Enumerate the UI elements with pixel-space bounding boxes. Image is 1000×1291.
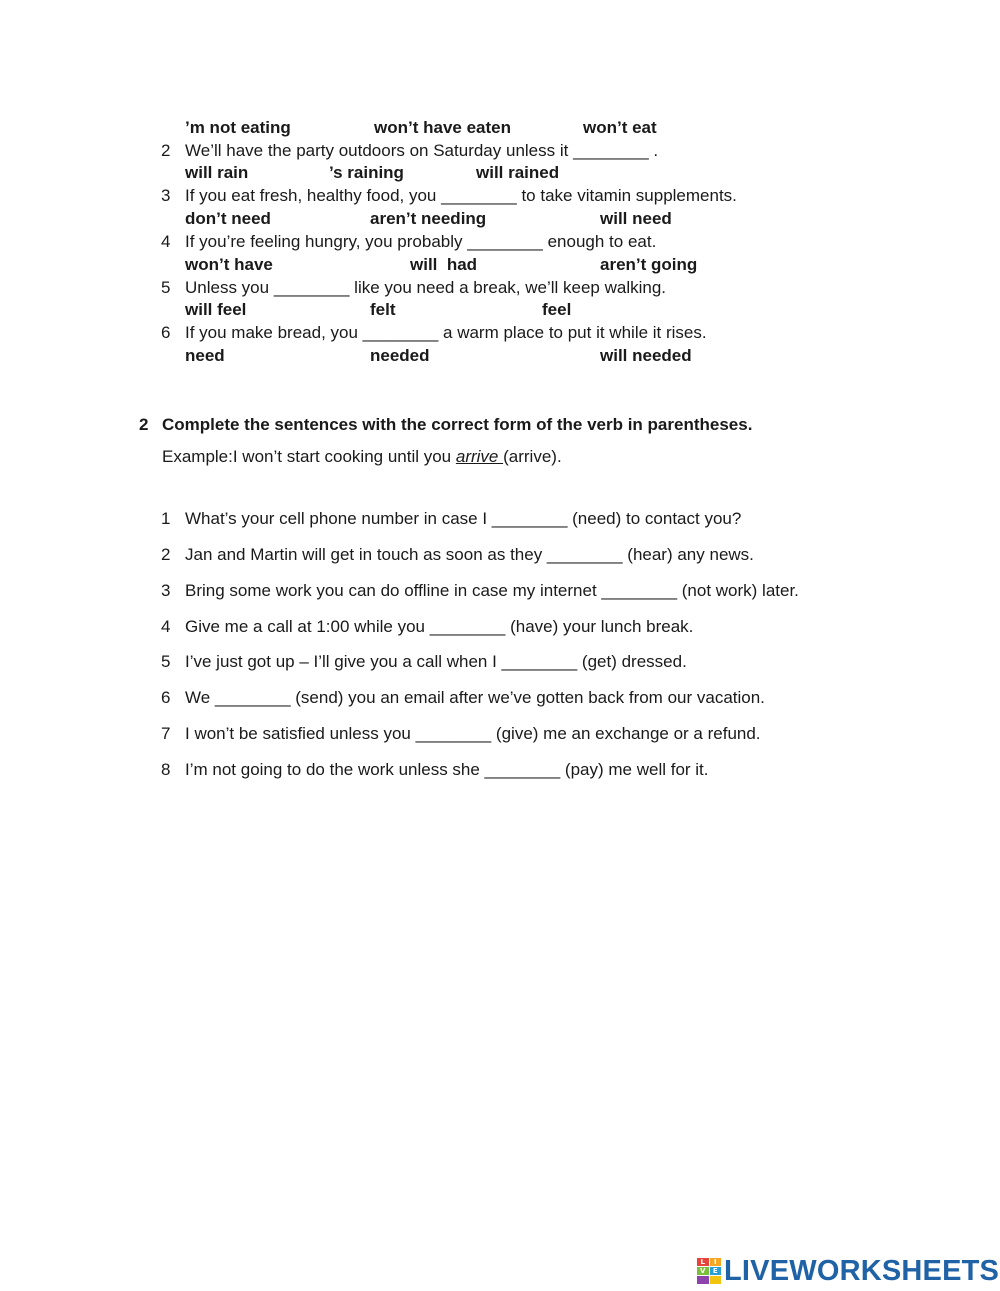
logo-mark-block [710, 1276, 722, 1284]
option[interactable]: aren’t going [600, 255, 698, 274]
logo-text: LIVEWORKSHEETS [724, 1254, 1000, 1287]
option[interactable]: need [185, 346, 225, 365]
item-sentence[interactable]: Bring some work you can do offline in case my internet ________ (not work) later. [185, 581, 799, 600]
item-number: 3 [161, 186, 171, 205]
option[interactable]: felt [370, 300, 396, 319]
option[interactable]: won’t eat [583, 118, 657, 137]
option[interactable]: won’t have eaten [374, 118, 511, 137]
logo-mark-letter: L [697, 1258, 709, 1266]
item-number: 2 [161, 141, 171, 160]
item-number: 6 [161, 323, 171, 342]
option[interactable]: ’s raining [329, 163, 404, 182]
item-sentence: If you’re feeling hungry, you probably ________ enough to eat. [185, 232, 657, 251]
option[interactable]: will rain [185, 163, 249, 182]
option[interactable]: needed [370, 346, 430, 365]
item-sentence[interactable]: I’m not going to do the work unless she ________ (pay) me well for it. [185, 760, 709, 779]
section-instruction: Complete the sentences with the correct form of the verb in parentheses. [162, 415, 753, 434]
item-number: 5 [161, 652, 171, 671]
section-number: 2 [139, 415, 149, 434]
item-number: 8 [161, 760, 171, 779]
option[interactable]: will had [410, 255, 478, 274]
item-sentence[interactable]: Jan and Martin will get in touch as soon as they ________ (hear) any news. [185, 545, 754, 564]
item-sentence: If you make bread, you ________ a warm place to put it while it rises. [185, 323, 707, 342]
option[interactable]: will rained [476, 163, 560, 182]
logo-mark-letter: E [710, 1267, 722, 1275]
item-sentence: If you eat fresh, healthy food, you ________ to take vitamin supplements. [185, 186, 737, 205]
item-number: 3 [161, 581, 171, 600]
item-number: 2 [161, 545, 171, 564]
logo-mark-letter: I [710, 1258, 722, 1266]
logo-mark-icon [697, 1258, 721, 1284]
item-number: 4 [161, 617, 171, 636]
option[interactable]: will need [600, 209, 672, 228]
option[interactable]: feel [542, 300, 572, 319]
item-number: 6 [161, 688, 171, 707]
item-sentence[interactable]: Give me a call at 1:00 while you ________ (have) your lunch break. [185, 617, 694, 636]
item-sentence[interactable]: I’ve just got up – I’ll give you a call when I ________ (get) dressed. [185, 652, 687, 671]
item-sentence[interactable]: We ________ (send) you an email after we’ve gotten back from our vacation. [185, 688, 765, 707]
item-number: 4 [161, 232, 171, 251]
item-number: 7 [161, 724, 171, 743]
option[interactable]: won’t have [185, 255, 273, 274]
option[interactable]: aren’t needing [370, 209, 487, 228]
example-prefix: Example:I won’t start cooking until you [162, 447, 456, 466]
item-sentence[interactable]: I won’t be satisfied unless you ________ (give) me an exchange or a refund. [185, 724, 761, 743]
option[interactable]: will feel [185, 300, 247, 319]
item-number: 1 [161, 509, 171, 528]
example-suffix: (arrive). [503, 447, 562, 466]
option[interactable]: don’t need [185, 209, 271, 228]
item-sentence: Unless you ________ like you need a break, we’ll keep walking. [185, 278, 667, 297]
item-sentence: We’ll have the party outdoors on Saturday unless it ________ . [185, 141, 659, 160]
example-sentence [162, 447, 562, 467]
option[interactable]: ’m not eating [185, 118, 291, 137]
example-answer: arrive [455, 447, 504, 466]
item-number: 5 [161, 278, 171, 297]
item-sentence[interactable]: What’s your cell phone number in case I ________ (need) to contact you? [185, 509, 742, 528]
liveworksheets-logo [697, 1255, 999, 1287]
logo-mark-letter: V [697, 1267, 709, 1275]
logo-mark-block [697, 1276, 709, 1284]
option[interactable]: will needed [600, 346, 692, 365]
